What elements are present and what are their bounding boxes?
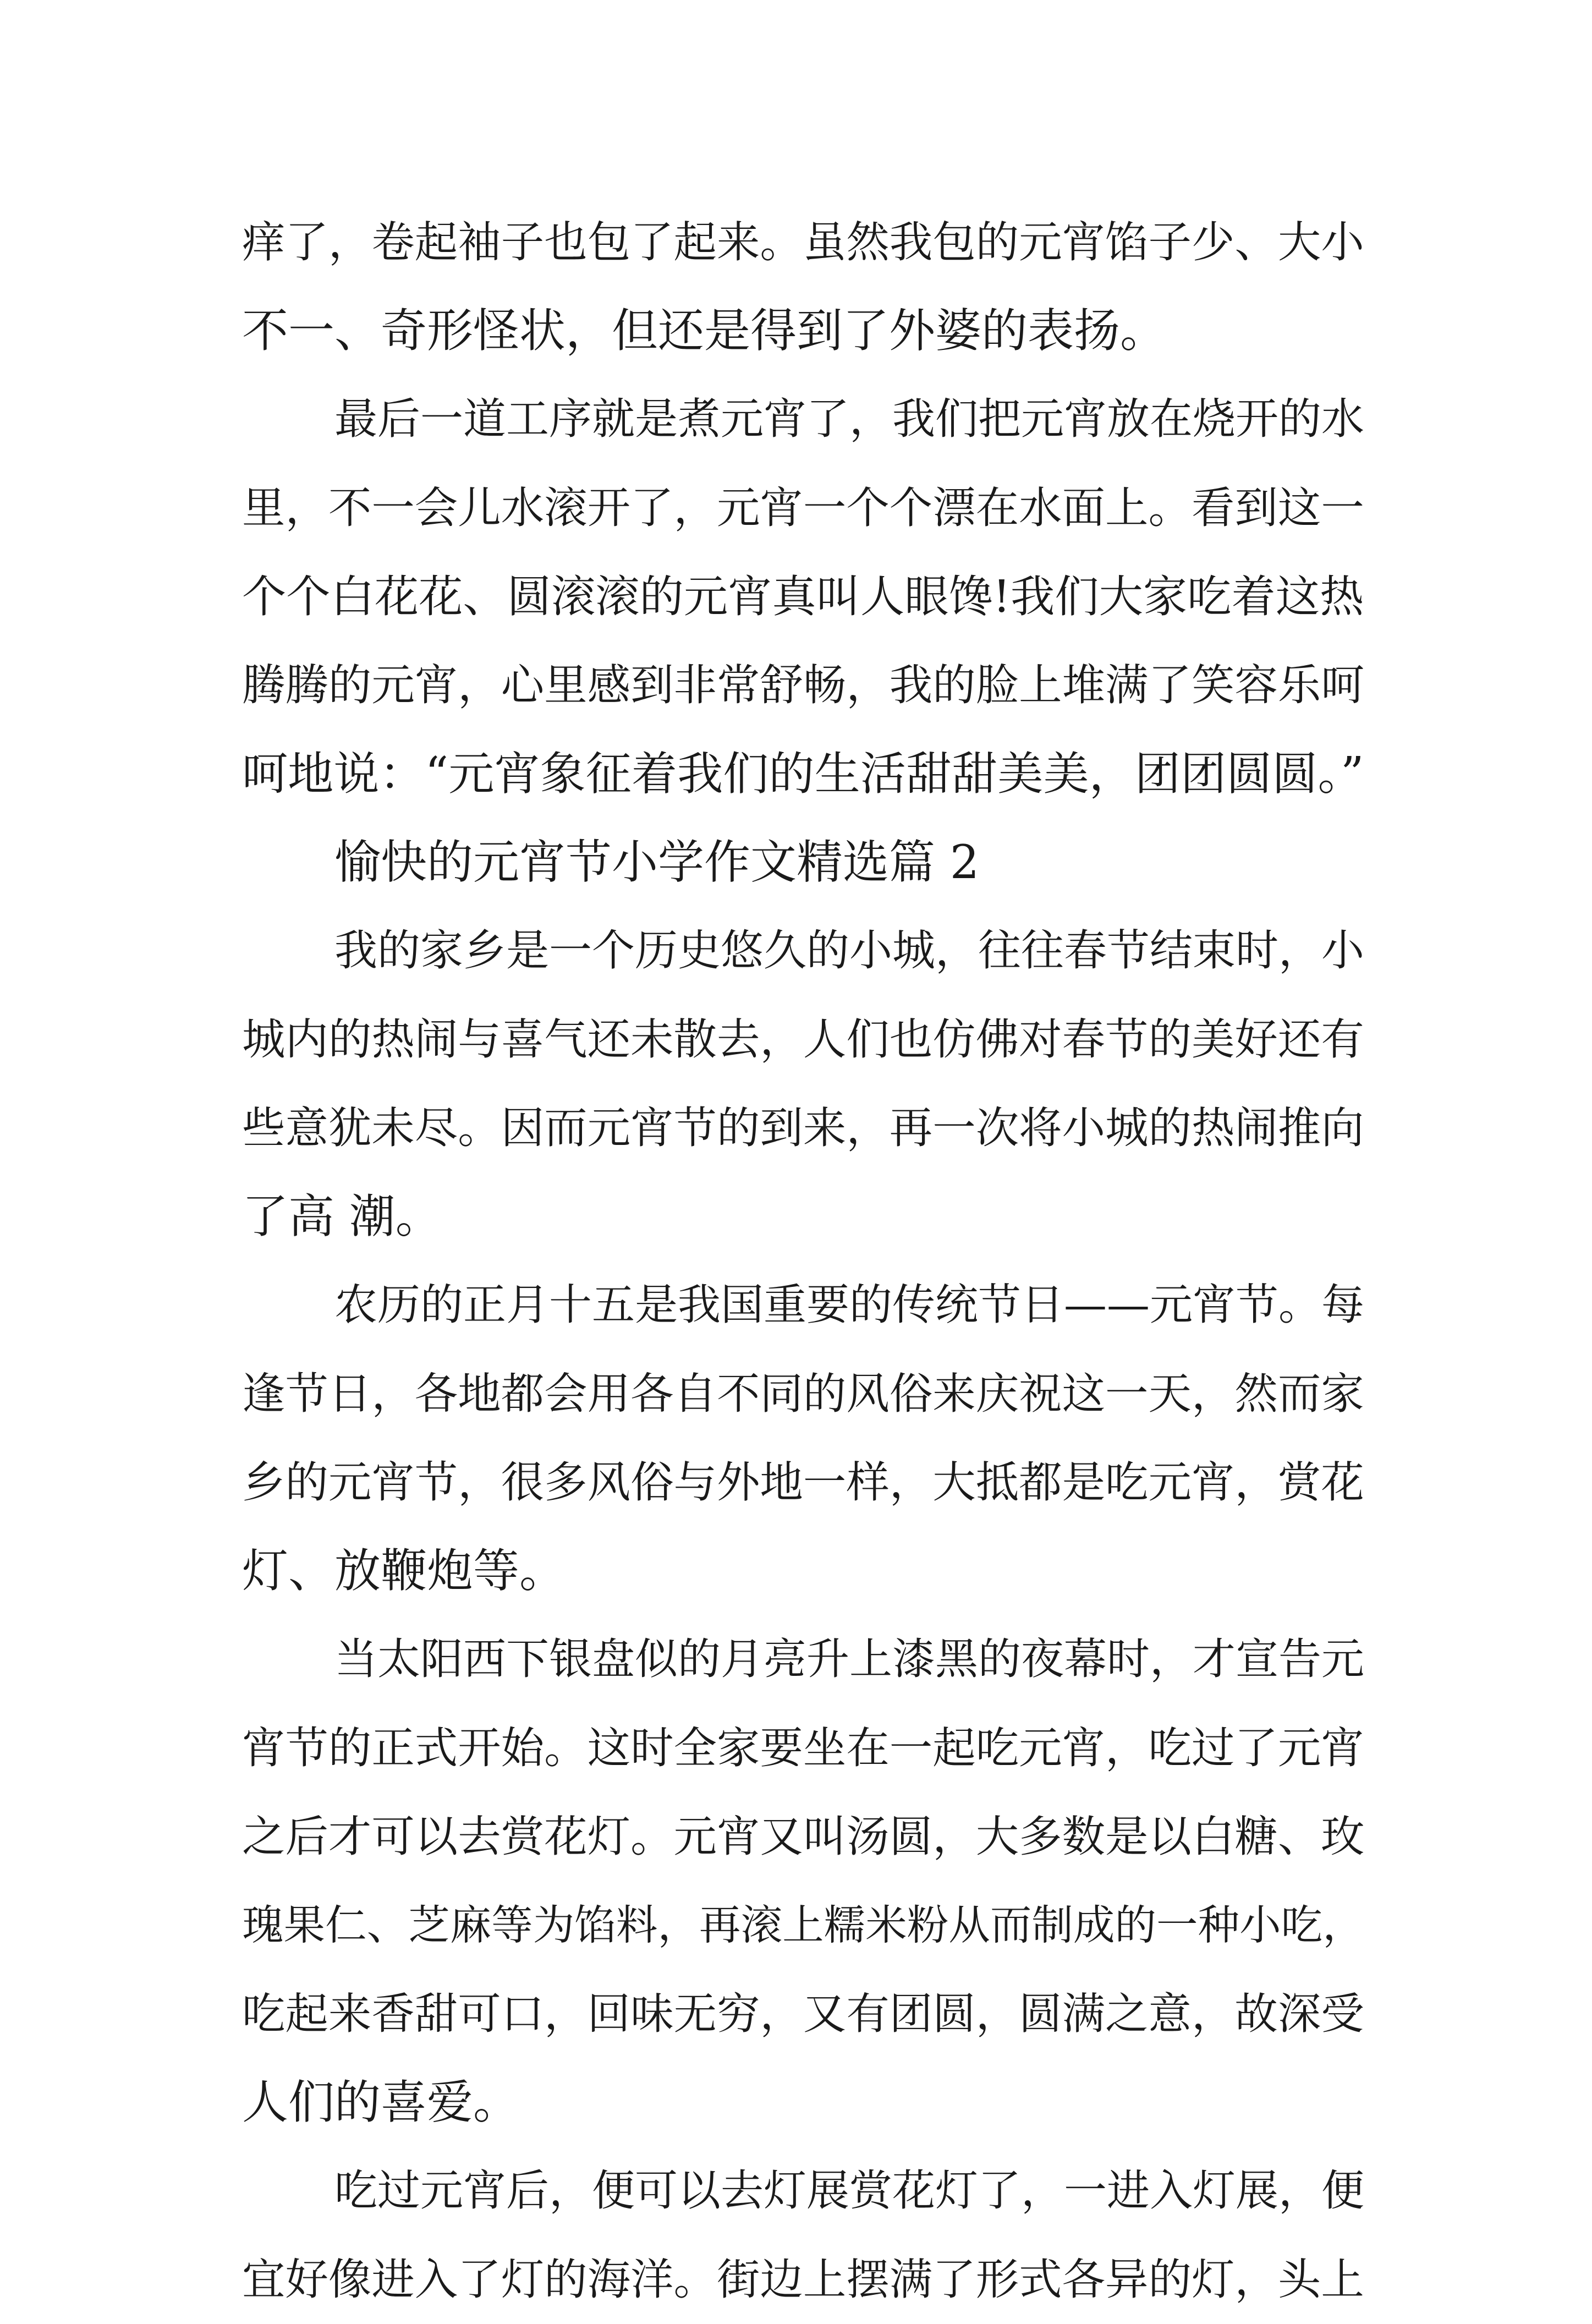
text-line: 愉快的元宵节小学作文精选篇 2 [334, 835, 980, 889]
text-line: 之后才可以去赏花灯。元宵又叫汤圆，大多数是以白糖、玫 [242, 1811, 1364, 1862]
text-line: 当太阳西下银盘似的月亮升上漆黑的夜幕时，才宣告元 [334, 1635, 1365, 1684]
text-line: 不一、奇形怪状，但还是得到了外婆的表扬。 [242, 304, 1167, 358]
text-line: 灯、放鞭炮等。 [242, 1544, 566, 1598]
text-line: 吃起来香甜可口，回味无穷，又有团圆，圆满之意，故深受 [242, 1988, 1364, 2039]
text-line: 个个白花花、圆滚滚的元宵真叫人眼馋!我们大家吃着这热 [242, 571, 1364, 622]
text-line: 逢节日，各地都会用各自不同的风俗来庆祝这一天，然而家 [242, 1368, 1364, 1419]
text-line: 腾腾的元宵，心里感到非常舒畅，我的脸上堆满了笑容乐呵 [242, 660, 1364, 710]
text-line: 吃过元宵后，便可以去灯展赏花灯了，一进入灯展，便 [334, 2166, 1365, 2216]
text-line: 了高 潮。 [242, 1190, 442, 1243]
text-line: 农历的正月十五是我国重要的传统节日——元宵节。每 [334, 1280, 1365, 1330]
text-line: 些意犹未尽。因而元宵节的到来，再一次将小城的热闹推向 [242, 1103, 1364, 1153]
body-text [242, 198, 1364, 2324]
text-line: 痒了，卷起袖子也包了起来。虽然我包的元宵馅子少、大小 [242, 217, 1364, 267]
text-line: 城内的热闹与喜气还未散去，人们也仿佛对春节的美好还有 [242, 1014, 1364, 1065]
text-line: 乡的元宵节，很多风俗与外地一样，大抵都是吃元宵，赏花 [242, 1457, 1364, 1508]
text-line: 最后一道工序就是煮元宵了，我们把元宵放在烧开的水 [334, 394, 1365, 444]
text-line: 宵节的正式开始。这时全家要坐在一起吃元宵，吃过了元宵 [242, 1723, 1364, 1773]
text-line: 人们的喜爱。 [242, 2075, 520, 2129]
text-line: 我的家乡是一个历史悠久的小城，往往春节结束时，小 [334, 926, 1365, 975]
text-line: 宜好像进入了灯的海洋。街边上摆满了形式各异的灯，头上 [242, 2254, 1364, 2305]
text-line: 里，不一会儿水滚开了，元宵一个个漂在水面上。看到这一 [242, 483, 1364, 533]
text-line: 呵地说：“元宵象征着我们的生活甜甜美美，团团圆圆。” [242, 747, 1364, 801]
text-line: 瑰果仁、芝麻等为馅料，再滚上糯米粉从而制成的一种小吃， [242, 1901, 1364, 1949]
